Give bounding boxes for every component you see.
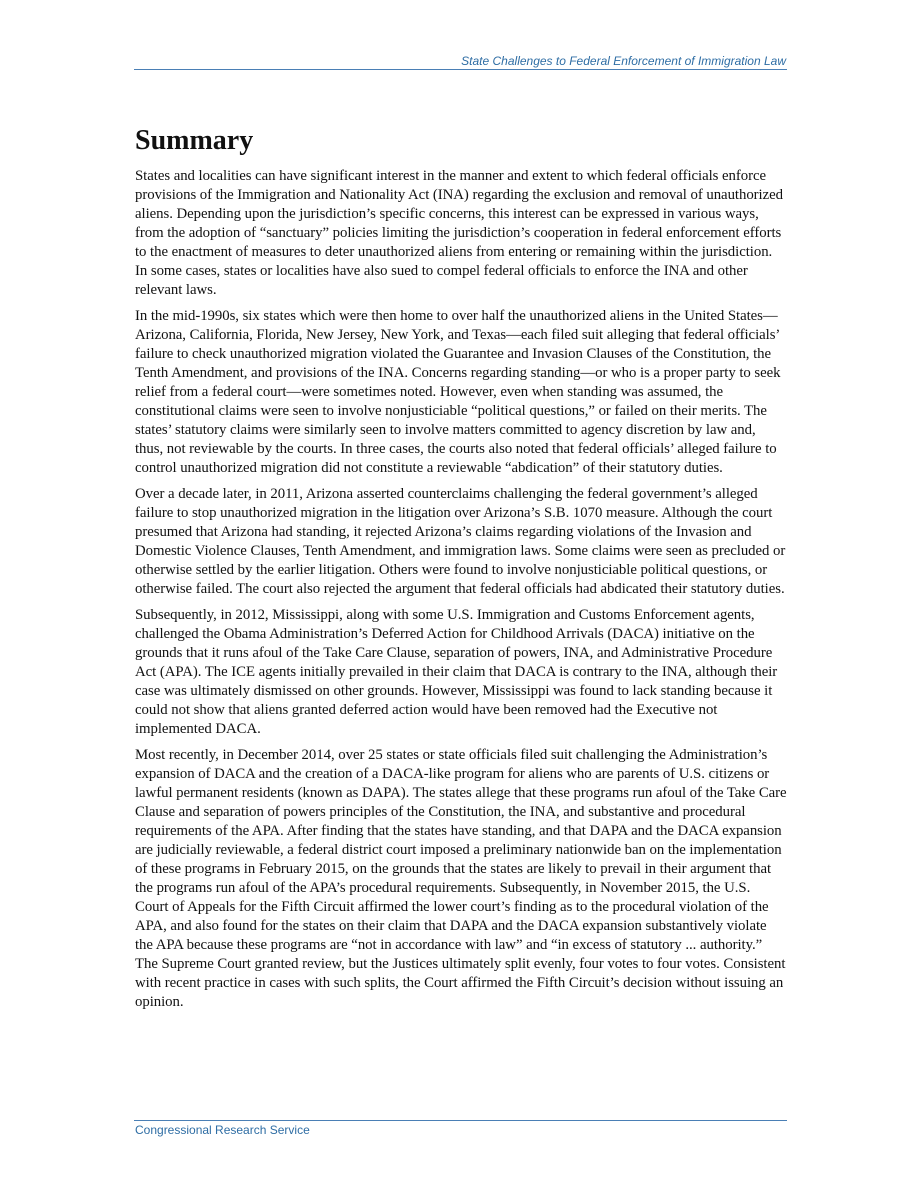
- paragraph-4: Subsequently, in 2012, Mississippi, along with some U.S. Immigration and Customs Enforcement agents, challenged the Obama Administration’s Deferred Action for Childhood Arrivals (DACA) initiative on the grounds that it runs afoul of the Take Care Clause, separation of powers, INA, and Administrative Procedure Act (APA). The ICE agents initially prevailed in their claim that DACA is contrary to the INA, although their case was ultimately dismissed on other grounds. However, Mississippi was found to lack standing because it could not show that aliens granted deferred action would have been removed had the Executive not implemented DACA.: [135, 607, 778, 737]
- running-header: State Challenges to Federal Enforcement of Immigration Law: [461, 54, 786, 68]
- paragraph-2: In the mid-1990s, six states which were then home to over half the unauthorized aliens in the United States—Arizona, California, Florida, New Jersey, New York, and Texas—each filed suit alleging that federal officials’ failure to check unauthorized migration violated the Guarantee and Invasion Clauses of the Constitution, the Tenth Amendment, and provisions of the INA. Concerns regarding standing—or who is a proper party to seek relief from a federal court—were sometimes noted. However, even when standing was assumed, the constitutional claims were seen to involve nonjusticiable “political questions,” or failed on their merits. The states’ statutory claims were similarly seen to involve matters committed to agency discretion by law and, thus, not reviewable by the courts. In three cases, the courts also noted that federal officials’ alleged failure to control unauthorized migration did not constitute a reviewable “abdication” of their statutory duties.: [135, 308, 781, 476]
- header-divider: [134, 69, 787, 70]
- footer-divider: [134, 1120, 787, 1121]
- paragraph-3: Over a decade later, in 2011, Arizona asserted counterclaims challenging the federal government’s alleged failure to stop unauthorized migration in the litigation over Arizona’s S.B. 1070 measure. Although the court presumed that Arizona had standing, it rejected Arizona’s claims regarding violations of the Invasion and Domestic Violence Clauses, Tenth Amendment, and immigration laws. Some claims were seen as precluded or otherwise settled by the earlier litigation. Others were found to involve nonjusticiable political questions, or otherwise failed. The court also rejected the argument that federal officials had abdicated their statutory duties.: [135, 486, 786, 597]
- paragraph-1: States and localities can have significant interest in the manner and extent to which federal officials enforce provisions of the Immigration and Nationality Act (INA) regarding the exclusion and removal of unauthorized aliens. Depending upon the jurisdiction’s specific concerns, this interest can be expressed in various ways, from the adoption of “sanctuary” policies limiting the jurisdiction’s cooperation in federal enforcement efforts to the enactment of measures to deter unauthorized aliens from entering or remaining within the jurisdiction. In some cases, states or localities have also sued to compel federal officials to enforce the INA and other relevant laws.: [135, 168, 784, 298]
- paragraph-5: Most recently, in December 2014, over 25 states or state officials filed suit challenging the Administration’s expansion of DACA and the creation of a DACA-like program for aliens who are parents of U.S. citizens or lawful permanent residents (known as DAPA). The states allege that these programs run afoul of the Take Care Clause and separation of powers principles of the Constitution, the INA, and substantive and procedural requirements of the APA. After finding that the states have standing, and that DAPA and the DACA expansion are judicially reviewable, a federal district court imposed a preliminary nationwide ban on the implementation of these programs in February 2015, on the grounds that the states are likely to prevail in their argument that the programs run afoul of the APA’s procedural requirements. Subsequently, in November 2015, the U.S. Court of Appeals for the Fifth Circuit affirmed the lower court’s finding as to the procedural violation of the APA, and also found for the states on their claim that DAPA and the DACA expansion substantively violate the APA because these programs are “not in accordance with law” and “in excess of statutory ... authority.” The Supreme Court granted review, but the Justices ultimately split evenly, four votes to four votes. Consistent with recent practice in cases with such splits, the Court affirmed the Fifth Circuit’s decision without issuing an opinion.: [135, 747, 787, 1010]
- footer-label: Congressional Research Service: [135, 1123, 310, 1137]
- page-title: Summary: [135, 125, 254, 156]
- page-body: [135, 124, 787, 1019]
